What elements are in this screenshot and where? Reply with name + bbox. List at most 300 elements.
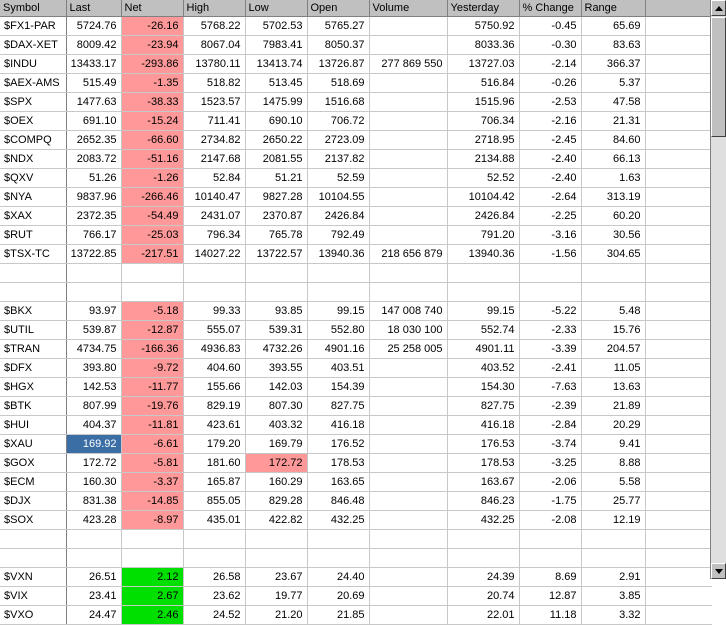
cell-yesterday[interactable]: 2426.84 xyxy=(447,207,519,226)
cell-yesterday[interactable]: 1515.96 xyxy=(447,93,519,112)
cell-low[interactable]: 142.03 xyxy=(245,378,307,397)
table-row[interactable] xyxy=(0,321,712,340)
cell-high[interactable]: 8067.04 xyxy=(183,36,245,55)
table-row[interactable] xyxy=(0,226,712,245)
cell-last[interactable]: 691.10 xyxy=(66,112,121,131)
cell-low[interactable]: 403.32 xyxy=(245,416,307,435)
cell-low[interactable]: 169.79 xyxy=(245,435,307,454)
table-row[interactable] xyxy=(0,17,712,36)
cell-high[interactable]: 5768.22 xyxy=(183,17,245,36)
cell-net[interactable]: -6.61 xyxy=(121,435,183,454)
cell-low[interactable]: 829.28 xyxy=(245,492,307,511)
cell-volume[interactable]: 18 030 100 xyxy=(369,321,447,340)
cell-last[interactable]: 1477.63 xyxy=(66,93,121,112)
cell-open[interactable]: 2723.09 xyxy=(307,131,369,150)
cell-range[interactable]: 8.88 xyxy=(581,454,645,473)
cell-symbol[interactable]: $SOX xyxy=(0,511,66,530)
cell-yesterday[interactable]: 178.53 xyxy=(447,454,519,473)
cell-volume[interactable] xyxy=(369,606,447,625)
cell-open[interactable]: 13726.87 xyxy=(307,55,369,74)
table-row[interactable] xyxy=(0,36,712,55)
cell-volume[interactable] xyxy=(369,359,447,378)
table-row[interactable] xyxy=(0,359,712,378)
cell-low[interactable]: 5702.53 xyxy=(245,17,307,36)
cell-last[interactable]: 8009.42 xyxy=(66,36,121,55)
cell-volume[interactable] xyxy=(369,587,447,606)
table-row[interactable] xyxy=(0,112,712,131)
cell-range[interactable]: 21.31 xyxy=(581,112,645,131)
cell-symbol[interactable]: $VXN xyxy=(0,568,66,587)
cell-symbol[interactable]: $XAX xyxy=(0,207,66,226)
vertical-scrollbar[interactable] xyxy=(710,0,726,579)
cell-change[interactable]: -2.39 xyxy=(519,397,581,416)
table-row[interactable] xyxy=(0,454,712,473)
cell-high[interactable]: 4936.83 xyxy=(183,340,245,359)
cell-yesterday[interactable]: 516.84 xyxy=(447,74,519,93)
cell-low[interactable]: 172.72 xyxy=(245,454,307,473)
cell-volume[interactable] xyxy=(369,17,447,36)
cell-net[interactable]: -12.87 xyxy=(121,321,183,340)
cell-open[interactable]: 706.72 xyxy=(307,112,369,131)
cell-change[interactable]: -2.06 xyxy=(519,473,581,492)
cell-yesterday[interactable]: 163.67 xyxy=(447,473,519,492)
cell-yesterday[interactable]: 827.75 xyxy=(447,397,519,416)
cell-change[interactable]: -0.30 xyxy=(519,36,581,55)
cell-range[interactable]: 65.69 xyxy=(581,17,645,36)
cell-open[interactable]: 99.15 xyxy=(307,302,369,321)
cell-yesterday[interactable]: 4901.11 xyxy=(447,340,519,359)
cell-volume[interactable] xyxy=(369,511,447,530)
cell-change[interactable]: -2.25 xyxy=(519,207,581,226)
cell-low[interactable]: 2650.22 xyxy=(245,131,307,150)
cell-open[interactable]: 8050.37 xyxy=(307,36,369,55)
cell-open[interactable]: 432.25 xyxy=(307,511,369,530)
cell-symbol[interactable]: $XAU xyxy=(0,435,66,454)
cell-symbol[interactable]: $VXO xyxy=(0,606,66,625)
cell-yesterday[interactable]: 99.15 xyxy=(447,302,519,321)
cell-low[interactable]: 513.45 xyxy=(245,74,307,93)
cell-open[interactable]: 846.48 xyxy=(307,492,369,511)
cell-yesterday[interactable]: 10104.42 xyxy=(447,188,519,207)
cell-net[interactable]: -51.16 xyxy=(121,150,183,169)
cell-net[interactable]: -266.46 xyxy=(121,188,183,207)
table-row[interactable] xyxy=(0,169,712,188)
cell-change[interactable]: -3.16 xyxy=(519,226,581,245)
cell-yesterday[interactable]: 20.74 xyxy=(447,587,519,606)
cell-symbol[interactable]: $COMPQ xyxy=(0,131,66,150)
cell-change[interactable]: 11.18 xyxy=(519,606,581,625)
scroll-up-arrow-icon[interactable] xyxy=(711,0,726,16)
cell-low[interactable]: 19.77 xyxy=(245,587,307,606)
table-row[interactable] xyxy=(0,131,712,150)
cell-last[interactable]: 24.47 xyxy=(66,606,121,625)
cell-symbol[interactable]: $HUI xyxy=(0,416,66,435)
cell-symbol[interactable]: $DAX-XET xyxy=(0,36,66,55)
cell-low[interactable]: 13413.74 xyxy=(245,55,307,74)
cell-high[interactable]: 181.60 xyxy=(183,454,245,473)
cell-open[interactable]: 552.80 xyxy=(307,321,369,340)
cell-symbol[interactable]: $GOX xyxy=(0,454,66,473)
cell-symbol[interactable]: $BKX xyxy=(0,302,66,321)
cell-open[interactable]: 4901.16 xyxy=(307,340,369,359)
cell-volume[interactable] xyxy=(369,93,447,112)
cell-volume[interactable] xyxy=(369,169,447,188)
cell-range[interactable]: 25.77 xyxy=(581,492,645,511)
cell-range[interactable]: 66.13 xyxy=(581,150,645,169)
cell-last[interactable]: 831.38 xyxy=(66,492,121,511)
cell-change[interactable]: -2.40 xyxy=(519,150,581,169)
cell-range[interactable]: 12.19 xyxy=(581,511,645,530)
cell-last[interactable]: 2652.35 xyxy=(66,131,121,150)
cell-net[interactable]: -26.16 xyxy=(121,17,183,36)
cell-change[interactable]: -5.22 xyxy=(519,302,581,321)
cell-symbol[interactable]: $DJX xyxy=(0,492,66,511)
cell-net[interactable]: -5.81 xyxy=(121,454,183,473)
cell-range[interactable]: 20.29 xyxy=(581,416,645,435)
cell-change[interactable]: -2.16 xyxy=(519,112,581,131)
cell-change[interactable]: -2.14 xyxy=(519,55,581,74)
column-header-range[interactable]: Range xyxy=(581,0,645,17)
column-header-change[interactable]: % Change xyxy=(519,0,581,17)
cell-last[interactable]: 539.87 xyxy=(66,321,121,340)
column-header-yesterday[interactable]: Yesterday xyxy=(447,0,519,17)
cell-net[interactable]: -293.86 xyxy=(121,55,183,74)
cell-high[interactable]: 99.33 xyxy=(183,302,245,321)
cell-symbol[interactable]: $RUT xyxy=(0,226,66,245)
cell-yesterday[interactable]: 706.34 xyxy=(447,112,519,131)
cell-net[interactable]: -1.35 xyxy=(121,74,183,93)
cell-yesterday[interactable]: 154.30 xyxy=(447,378,519,397)
cell-range[interactable]: 11.05 xyxy=(581,359,645,378)
cell-symbol[interactable]: $NYA xyxy=(0,188,66,207)
cell-symbol[interactable]: $DFX xyxy=(0,359,66,378)
cell-change[interactable]: -3.74 xyxy=(519,435,581,454)
cell-symbol[interactable]: $NDX xyxy=(0,150,66,169)
cell-yesterday[interactable]: 5750.92 xyxy=(447,17,519,36)
cell-volume[interactable] xyxy=(369,131,447,150)
cell-range[interactable]: 204.57 xyxy=(581,340,645,359)
cell-high[interactable]: 10140.47 xyxy=(183,188,245,207)
cell-last[interactable]: 393.80 xyxy=(66,359,121,378)
cell-open[interactable]: 178.53 xyxy=(307,454,369,473)
cell-net[interactable]: 2.12 xyxy=(121,568,183,587)
cell-net[interactable]: -23.94 xyxy=(121,36,183,55)
cell-high[interactable]: 155.66 xyxy=(183,378,245,397)
column-header-volume[interactable]: Volume xyxy=(369,0,447,17)
cell-volume[interactable] xyxy=(369,188,447,207)
cell-range[interactable]: 30.56 xyxy=(581,226,645,245)
cell-last[interactable]: 5724.76 xyxy=(66,17,121,36)
cell-yesterday[interactable]: 432.25 xyxy=(447,511,519,530)
cell-last[interactable]: 807.99 xyxy=(66,397,121,416)
cell-range[interactable]: 1.63 xyxy=(581,169,645,188)
cell-high[interactable]: 2431.07 xyxy=(183,207,245,226)
cell-net[interactable]: -3.37 xyxy=(121,473,183,492)
cell-high[interactable]: 435.01 xyxy=(183,511,245,530)
cell-volume[interactable]: 147 008 740 xyxy=(369,302,447,321)
cell-range[interactable]: 9.41 xyxy=(581,435,645,454)
cell-change[interactable]: -0.26 xyxy=(519,74,581,93)
cell-high[interactable]: 555.07 xyxy=(183,321,245,340)
column-header-low[interactable]: Low xyxy=(245,0,307,17)
cell-low[interactable]: 23.67 xyxy=(245,568,307,587)
cell-net[interactable]: -38.33 xyxy=(121,93,183,112)
cell-volume[interactable] xyxy=(369,454,447,473)
cell-last[interactable]: 23.41 xyxy=(66,587,121,606)
cell-change[interactable]: 8.69 xyxy=(519,568,581,587)
cell-last[interactable]: 172.72 xyxy=(66,454,121,473)
cell-last[interactable]: 404.37 xyxy=(66,416,121,435)
cell-low[interactable]: 7983.41 xyxy=(245,36,307,55)
cell-high[interactable]: 179.20 xyxy=(183,435,245,454)
cell-change[interactable]: -2.53 xyxy=(519,93,581,112)
cell-open[interactable]: 1516.68 xyxy=(307,93,369,112)
cell-symbol[interactable]: $ECM xyxy=(0,473,66,492)
cell-high[interactable]: 829.19 xyxy=(183,397,245,416)
cell-net[interactable]: -11.81 xyxy=(121,416,183,435)
column-header-symbol[interactable]: Symbol xyxy=(0,0,66,17)
cell-yesterday[interactable]: 846.23 xyxy=(447,492,519,511)
cell-net[interactable]: -11.77 xyxy=(121,378,183,397)
cell-symbol[interactable]: $UTIL xyxy=(0,321,66,340)
cell-net[interactable]: -217.51 xyxy=(121,245,183,264)
cell-symbol[interactable]: $BTK xyxy=(0,397,66,416)
cell-low[interactable]: 9827.28 xyxy=(245,188,307,207)
cell-open[interactable]: 154.39 xyxy=(307,378,369,397)
cell-high[interactable]: 796.34 xyxy=(183,226,245,245)
cell-high[interactable]: 52.84 xyxy=(183,169,245,188)
cell-range[interactable]: 83.63 xyxy=(581,36,645,55)
cell-low[interactable]: 807.30 xyxy=(245,397,307,416)
cell-low[interactable]: 393.55 xyxy=(245,359,307,378)
cell-low[interactable]: 4732.26 xyxy=(245,340,307,359)
cell-open[interactable]: 792.49 xyxy=(307,226,369,245)
cell-last[interactable]: 2372.35 xyxy=(66,207,121,226)
cell-range[interactable]: 5.48 xyxy=(581,302,645,321)
cell-last[interactable]: 423.28 xyxy=(66,511,121,530)
cell-yesterday[interactable]: 403.52 xyxy=(447,359,519,378)
table-row[interactable] xyxy=(0,473,712,492)
cell-volume[interactable] xyxy=(369,226,447,245)
cell-yesterday[interactable]: 2718.95 xyxy=(447,131,519,150)
cell-open[interactable]: 416.18 xyxy=(307,416,369,435)
table-row[interactable] xyxy=(0,245,712,264)
table-row[interactable] xyxy=(0,207,712,226)
cell-volume[interactable]: 218 656 879 xyxy=(369,245,447,264)
table-row[interactable] xyxy=(0,511,712,530)
cell-symbol[interactable]: $OEX xyxy=(0,112,66,131)
cell-range[interactable]: 47.58 xyxy=(581,93,645,112)
cell-change[interactable]: -2.84 xyxy=(519,416,581,435)
cell-last[interactable]: 13722.85 xyxy=(66,245,121,264)
cell-net[interactable]: -5.18 xyxy=(121,302,183,321)
cell-range[interactable]: 366.37 xyxy=(581,55,645,74)
cell-yesterday[interactable]: 2134.88 xyxy=(447,150,519,169)
cell-net[interactable]: -8.97 xyxy=(121,511,183,530)
cell-volume[interactable]: 25 258 005 xyxy=(369,340,447,359)
cell-last[interactable]: 13433.17 xyxy=(66,55,121,74)
cell-net[interactable]: -25.03 xyxy=(121,226,183,245)
cell-open[interactable]: 24.40 xyxy=(307,568,369,587)
cell-volume[interactable] xyxy=(369,112,447,131)
cell-last[interactable]: 2083.72 xyxy=(66,150,121,169)
cell-open[interactable]: 20.69 xyxy=(307,587,369,606)
cell-yesterday[interactable]: 176.53 xyxy=(447,435,519,454)
cell-last[interactable]: 142.53 xyxy=(66,378,121,397)
cell-change[interactable]: -1.56 xyxy=(519,245,581,264)
cell-volume[interactable] xyxy=(369,435,447,454)
cell-low[interactable]: 51.21 xyxy=(245,169,307,188)
table-row[interactable] xyxy=(0,492,712,511)
cell-net[interactable]: -19.76 xyxy=(121,397,183,416)
table-row[interactable] xyxy=(0,55,712,74)
cell-change[interactable]: -2.08 xyxy=(519,511,581,530)
cell-symbol[interactable]: $FX1-PAR xyxy=(0,17,66,36)
cell-high[interactable]: 855.05 xyxy=(183,492,245,511)
cell-low[interactable]: 765.78 xyxy=(245,226,307,245)
cell-symbol[interactable]: $TRAN xyxy=(0,340,66,359)
cell-yesterday[interactable]: 552.74 xyxy=(447,321,519,340)
table-row[interactable] xyxy=(0,302,712,321)
cell-net[interactable]: 2.67 xyxy=(121,587,183,606)
cell-volume[interactable]: 277 869 550 xyxy=(369,55,447,74)
cell-range[interactable]: 5.37 xyxy=(581,74,645,93)
table-row[interactable] xyxy=(0,93,712,112)
cell-change[interactable]: -7.63 xyxy=(519,378,581,397)
cell-last[interactable]: 93.97 xyxy=(66,302,121,321)
cell-open[interactable]: 403.51 xyxy=(307,359,369,378)
cell-last[interactable]: 766.17 xyxy=(66,226,121,245)
cell-last[interactable]: 51.26 xyxy=(66,169,121,188)
cell-volume[interactable] xyxy=(369,207,447,226)
cell-high[interactable]: 1523.57 xyxy=(183,93,245,112)
cell-low[interactable]: 160.29 xyxy=(245,473,307,492)
cell-range[interactable]: 21.89 xyxy=(581,397,645,416)
cell-high[interactable]: 26.58 xyxy=(183,568,245,587)
cell-open[interactable]: 21.85 xyxy=(307,606,369,625)
cell-high[interactable]: 711.41 xyxy=(183,112,245,131)
cell-low[interactable]: 93.85 xyxy=(245,302,307,321)
cell-open[interactable]: 52.59 xyxy=(307,169,369,188)
cell-low[interactable]: 2081.55 xyxy=(245,150,307,169)
cell-high[interactable]: 518.82 xyxy=(183,74,245,93)
cell-yesterday[interactable]: 52.52 xyxy=(447,169,519,188)
table-row[interactable] xyxy=(0,397,712,416)
cell-change[interactable]: -2.45 xyxy=(519,131,581,150)
cell-range[interactable]: 2.91 xyxy=(581,568,645,587)
cell-net[interactable]: -66.60 xyxy=(121,131,183,150)
cell-change[interactable]: 12.87 xyxy=(519,587,581,606)
cell-low[interactable]: 2370.87 xyxy=(245,207,307,226)
cell-change[interactable]: -1.75 xyxy=(519,492,581,511)
cell-low[interactable]: 13722.57 xyxy=(245,245,307,264)
cell-symbol[interactable]: $SPX xyxy=(0,93,66,112)
table-row[interactable] xyxy=(0,378,712,397)
table-row[interactable] xyxy=(0,416,712,435)
cell-volume[interactable] xyxy=(369,397,447,416)
table-row[interactable] xyxy=(0,340,712,359)
cell-open[interactable]: 13940.36 xyxy=(307,245,369,264)
cell-yesterday[interactable]: 791.20 xyxy=(447,226,519,245)
scroll-down-arrow-icon[interactable] xyxy=(711,563,726,579)
cell-change[interactable]: -3.39 xyxy=(519,340,581,359)
cell-low[interactable]: 690.10 xyxy=(245,112,307,131)
cell-high[interactable]: 23.62 xyxy=(183,587,245,606)
cell-range[interactable]: 304.65 xyxy=(581,245,645,264)
cell-open[interactable]: 163.65 xyxy=(307,473,369,492)
cell-yesterday[interactable]: 13727.03 xyxy=(447,55,519,74)
cell-last[interactable]: 515.49 xyxy=(66,74,121,93)
cell-range[interactable]: 3.32 xyxy=(581,606,645,625)
scrollbar-thumb[interactable] xyxy=(711,17,726,137)
cell-high[interactable]: 165.87 xyxy=(183,473,245,492)
cell-last[interactable]: 160.30 xyxy=(66,473,121,492)
cell-low[interactable]: 21.20 xyxy=(245,606,307,625)
cell-high[interactable]: 2734.82 xyxy=(183,131,245,150)
cell-open[interactable]: 2426.84 xyxy=(307,207,369,226)
cell-change[interactable]: -3.25 xyxy=(519,454,581,473)
cell-range[interactable]: 313.19 xyxy=(581,188,645,207)
cell-yesterday[interactable]: 22.01 xyxy=(447,606,519,625)
cell-net[interactable]: -14.85 xyxy=(121,492,183,511)
cell-net[interactable]: -15.24 xyxy=(121,112,183,131)
cell-range[interactable]: 13.63 xyxy=(581,378,645,397)
column-header-open[interactable]: Open xyxy=(307,0,369,17)
table-row[interactable] xyxy=(0,74,712,93)
cell-open[interactable]: 10104.55 xyxy=(307,188,369,207)
cell-volume[interactable] xyxy=(369,492,447,511)
table-row[interactable] xyxy=(0,435,712,454)
cell-net[interactable]: -1.26 xyxy=(121,169,183,188)
cell-high[interactable]: 2147.68 xyxy=(183,150,245,169)
cell-high[interactable]: 13780.11 xyxy=(183,55,245,74)
cell-yesterday[interactable]: 13940.36 xyxy=(447,245,519,264)
cell-symbol[interactable]: $VIX xyxy=(0,587,66,606)
column-header-last[interactable]: Last xyxy=(66,0,121,17)
cell-open[interactable]: 2137.82 xyxy=(307,150,369,169)
cell-range[interactable]: 60.20 xyxy=(581,207,645,226)
cell-change[interactable]: -2.64 xyxy=(519,188,581,207)
column-header-high[interactable]: High xyxy=(183,0,245,17)
table-row[interactable] xyxy=(0,188,712,207)
cell-range[interactable]: 3.85 xyxy=(581,587,645,606)
cell-last[interactable]: 169.92 xyxy=(66,435,121,454)
cell-high[interactable]: 14027.22 xyxy=(183,245,245,264)
cell-volume[interactable] xyxy=(369,568,447,587)
cell-last[interactable]: 9837.96 xyxy=(66,188,121,207)
table-row[interactable] xyxy=(0,606,712,625)
column-header-net[interactable]: Net xyxy=(121,0,183,17)
cell-yesterday[interactable]: 24.39 xyxy=(447,568,519,587)
cell-volume[interactable] xyxy=(369,416,447,435)
cell-volume[interactable] xyxy=(369,36,447,55)
cell-range[interactable]: 15.76 xyxy=(581,321,645,340)
table-row[interactable] xyxy=(0,568,712,587)
cell-net[interactable]: 2.46 xyxy=(121,606,183,625)
cell-volume[interactable] xyxy=(369,74,447,93)
table-row[interactable] xyxy=(0,587,712,606)
cell-yesterday[interactable]: 416.18 xyxy=(447,416,519,435)
cell-volume[interactable] xyxy=(369,378,447,397)
cell-open[interactable]: 5765.27 xyxy=(307,17,369,36)
cell-low[interactable]: 1475.99 xyxy=(245,93,307,112)
cell-change[interactable]: -2.40 xyxy=(519,169,581,188)
cell-range[interactable]: 5.58 xyxy=(581,473,645,492)
cell-change[interactable]: -0.45 xyxy=(519,17,581,36)
cell-symbol[interactable]: $AEX-AMS xyxy=(0,74,66,93)
cell-open[interactable]: 827.75 xyxy=(307,397,369,416)
cell-volume[interactable] xyxy=(369,473,447,492)
